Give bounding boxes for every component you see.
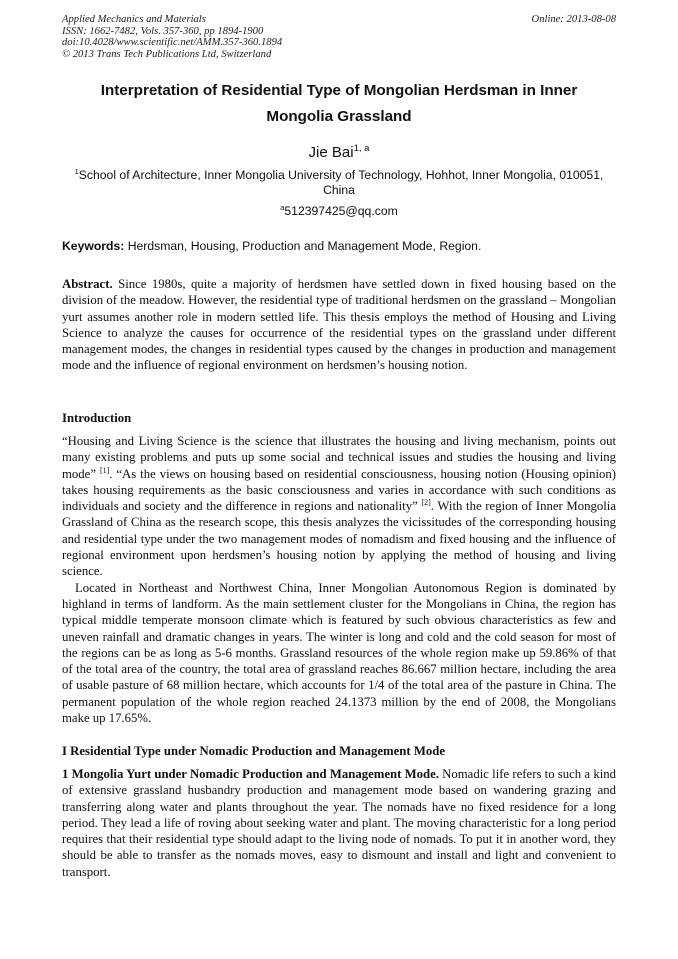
section-1-body [62,766,616,880]
introduction-paragraph-2: Located in Northeast and Northwest China, Inner Mongolian Autonomous Region is dominated by highland in terms of landform. As the main settlement cluster for the Mongolians in China, the region has typical middle temperate monsoon climate which is featured by such obvious characteristics as few and uneven rainfall and dramatic changes in years. The winter is long and cold and the cold season for most of the regions can be as long as 5-6 months. Grassland resources of the whole region make up 59.86% of that of the total area of the country, the total area of grassland reaches 86.667 million hectare, including the area of usable pasture of 68 million hectare, which accounts for 1/4 of the total area of the pasture in China. The permanent population of the whole region reached 24.1373 million by the end of 2008, the Mongolians make up 17.65%. [62,580,616,726]
citation-2[interactable]: [2] [421,498,431,508]
author [62,143,616,163]
intro-text-part-2: . “As the views on housing based on residential consciousness, housing notion (Housing opinion) takes housing requirements as the basic consciousness and varies in accordance with such conditions as individuals and society and the difference in regions and nationality” [62,466,616,514]
copyright-line: © 2013 Trans Tech Publications Ltd, Switzerland [62,48,272,60]
email-address[interactable]: 512397425@qq.com [284,204,398,218]
title-line-1: Interpretation of Residential Type of Mongolian Herdsman in Inner [100,82,578,99]
paper-title [62,78,616,130]
subsection-1-label: 1 Mongolia Yurt under Nomadic Production and Management Mode. [62,767,439,781]
affiliation-superscript: 1 [74,167,79,176]
author-superscript: 1, a [353,143,370,154]
journal-name: Applied Mechanics and Materials [62,14,206,25]
introduction-heading: Introduction [62,411,132,425]
online-date: Online: 2013-08-08 [531,14,616,25]
affiliation-line-2: China [323,183,355,198]
intro-text-part-1: “Housing and Living Science is the science that illustrates the housing and living mechanism, points out many existing problems and puts up some social and technical issues and studies the housing and living mode” [62,434,616,481]
issn-line: ISSN: 1662-7482, Vols. 357-360, pp 1894-1900 [62,25,264,37]
email-superscript: a [280,203,285,212]
abstract-text: Since 1980s, quite a majority of herdsmen have settled down in fixed housing based on the division of the meadow. However, the residential type of traditional herdsmen on the grassland – Mongolian yurt assumes another role in modern settled life. This thesis employs the method of Housing and Living Science to analyze the causes for occurrence of the residential types on the grassland under different management modes, the changes in residential types caused by the changes in production and management mode and the influence of regional environment on herdsmen’s housing notion. [62,277,616,373]
section-1-heading: I Residential Type under Nomadic Production and Management Mode [62,744,445,758]
introduction-paragraph-1 [62,433,616,580]
journal-header [62,14,282,60]
keywords [62,239,616,254]
intro-text-part-3: . With the region of Inner Mongolia Grassland of China as the research scope, this thesis analyzes the vicissitudes of the corresponding housing and residential type under the two management modes of nomadism and fixed housing and the influence of regional environment upon herdsmen’s housing notion by applying the method of housing and living science. [62,499,616,579]
citation-1[interactable]: [1] [99,465,110,475]
author-name: Jie Bai [308,144,354,161]
affiliation [62,168,616,199]
introduction-body [62,433,616,726]
affiliation-line-1: School of Architecture, Inner Mongolia University of Technology, Hohhot, Inner Mongolia, 010051, [78,168,604,182]
author-email [62,204,616,219]
keywords-label: Keywords: [62,239,125,253]
keywords-text: Herdsman, Housing, Production and Management Mode, Region. [124,239,482,253]
doi-line: doi:10.4028/www.scientific.net/AMM.357-360.1894 [62,37,283,49]
subsection-1-text: Nomadic life refers to such a kind of extensive grassland husbandry production and management mode based on wandering grazing and transferring along water and plants throughout the year. The nomads have no fixed residence for a long period. They lead a life of roving about seeking water and plant. The moving characteristic for a long period requires that their residential type should adapt to the living node of nomads. To put it in another word, they should be able to transfer as the nomads moves, easy to dismount and install and light and convenient to transport. [62,767,616,879]
abstract [62,276,616,374]
title-line-2: Mongolia Grassland [266,108,412,125]
abstract-label: Abstract. [62,277,113,291]
